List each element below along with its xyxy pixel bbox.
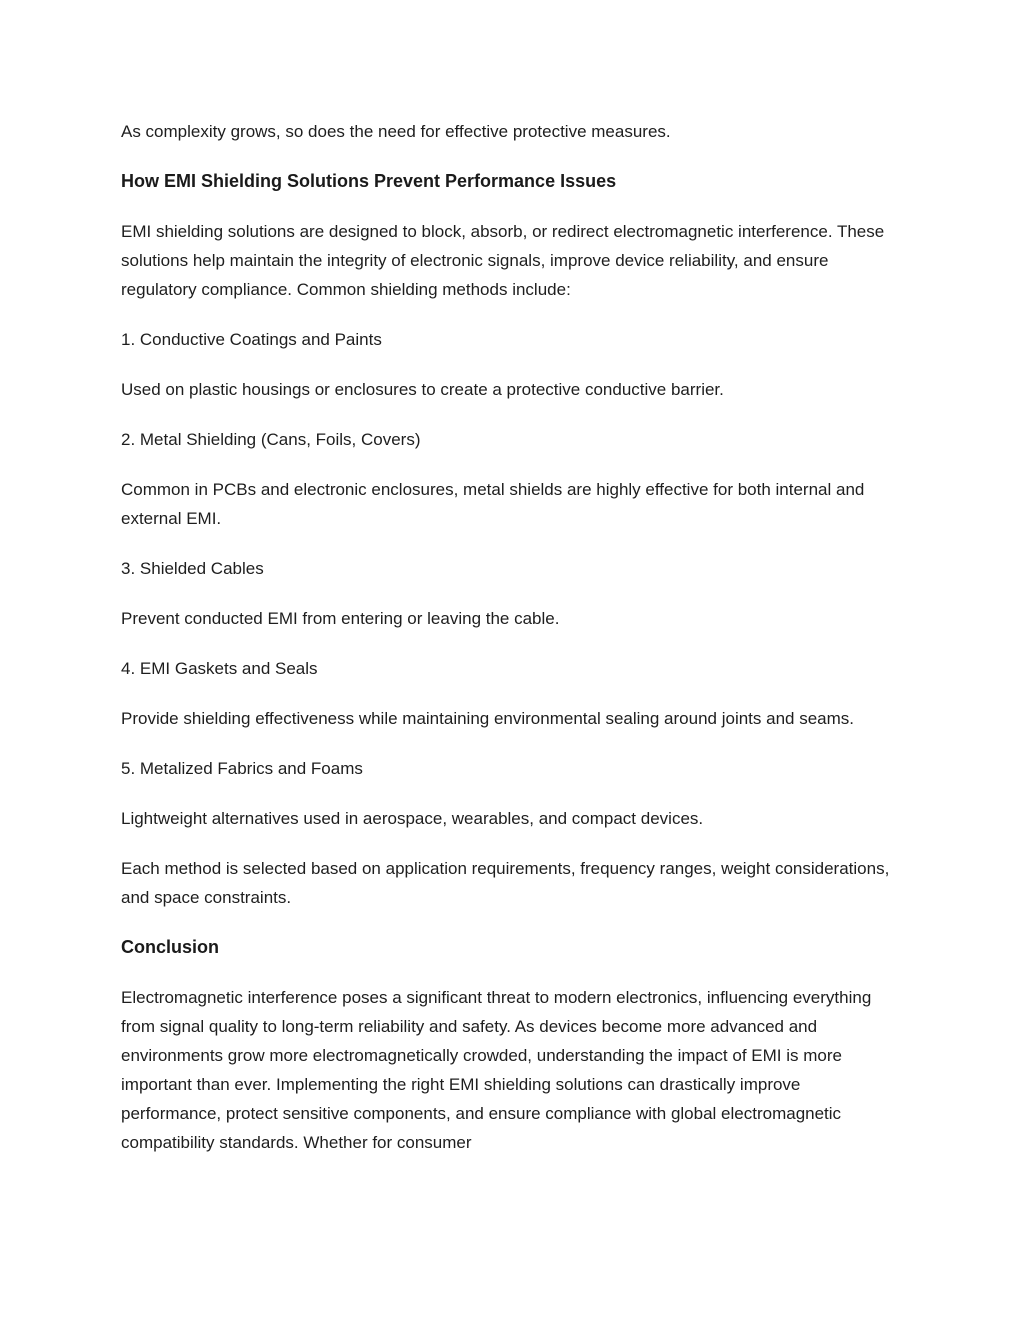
section-intro-paragraph: EMI shielding solutions are designed to block, absorb, or redirect electromagnetic interference. These solutions help maintain the integrity of electronic signals, improve device reliability, and ensure regulatory compliance. Common shielding methods include:: [121, 222, 885, 299]
intro-paragraph: As complexity grows, so does the need for effective protective measures.: [121, 122, 671, 141]
method-description-shielded-cables: Prevent conducted EMI from entering or leaving the cable.: [121, 609, 560, 628]
method-title-conductive-coatings: 1. Conductive Coatings and Paints: [121, 330, 382, 349]
conclusion-heading: Conclusion: [121, 937, 219, 957]
method-title-metalized-fabrics: 5. Metalized Fabrics and Foams: [121, 759, 363, 778]
conclusion-paragraph: Electromagnetic interference poses a significant threat to modern electronics, influencing everything from signal quality to long-term reliability and safety. As devices become more advanced and environments grow more electromagnetically crowded, understanding the impact of EMI is more important than ever. Implementing the right EMI shielding solutions can drastically improve performance, protect sensitive components, and ensure compliance with global electromagnetic compatibility standards. Whether for consumer: [121, 988, 872, 1152]
method-description-metalized-fabrics: Lightweight alternatives used in aerospace, wearables, and compact devices.: [121, 809, 704, 828]
section-heading-shielding-solutions: How EMI Shielding Solutions Prevent Performance Issues: [121, 171, 617, 191]
method-title-metal-shielding: 2. Metal Shielding (Cans, Foils, Covers): [121, 430, 421, 449]
method-title-emi-gaskets: 4. EMI Gaskets and Seals: [121, 659, 318, 678]
method-description-metal-shielding: Common in PCBs and electronic enclosures, metal shields are highly effective for both internal and external EMI.: [121, 480, 865, 528]
method-title-shielded-cables: 3. Shielded Cables: [121, 559, 264, 578]
methods-summary-paragraph: Each method is selected based on application requirements, frequency ranges, weight considerations, and space constraints.: [121, 859, 890, 907]
method-description-conductive-coatings: Used on plastic housings or enclosures to create a protective conductive barrier.: [121, 380, 724, 399]
method-description-emi-gaskets: Provide shielding effectiveness while maintaining environmental sealing around joints and seams.: [121, 709, 855, 728]
